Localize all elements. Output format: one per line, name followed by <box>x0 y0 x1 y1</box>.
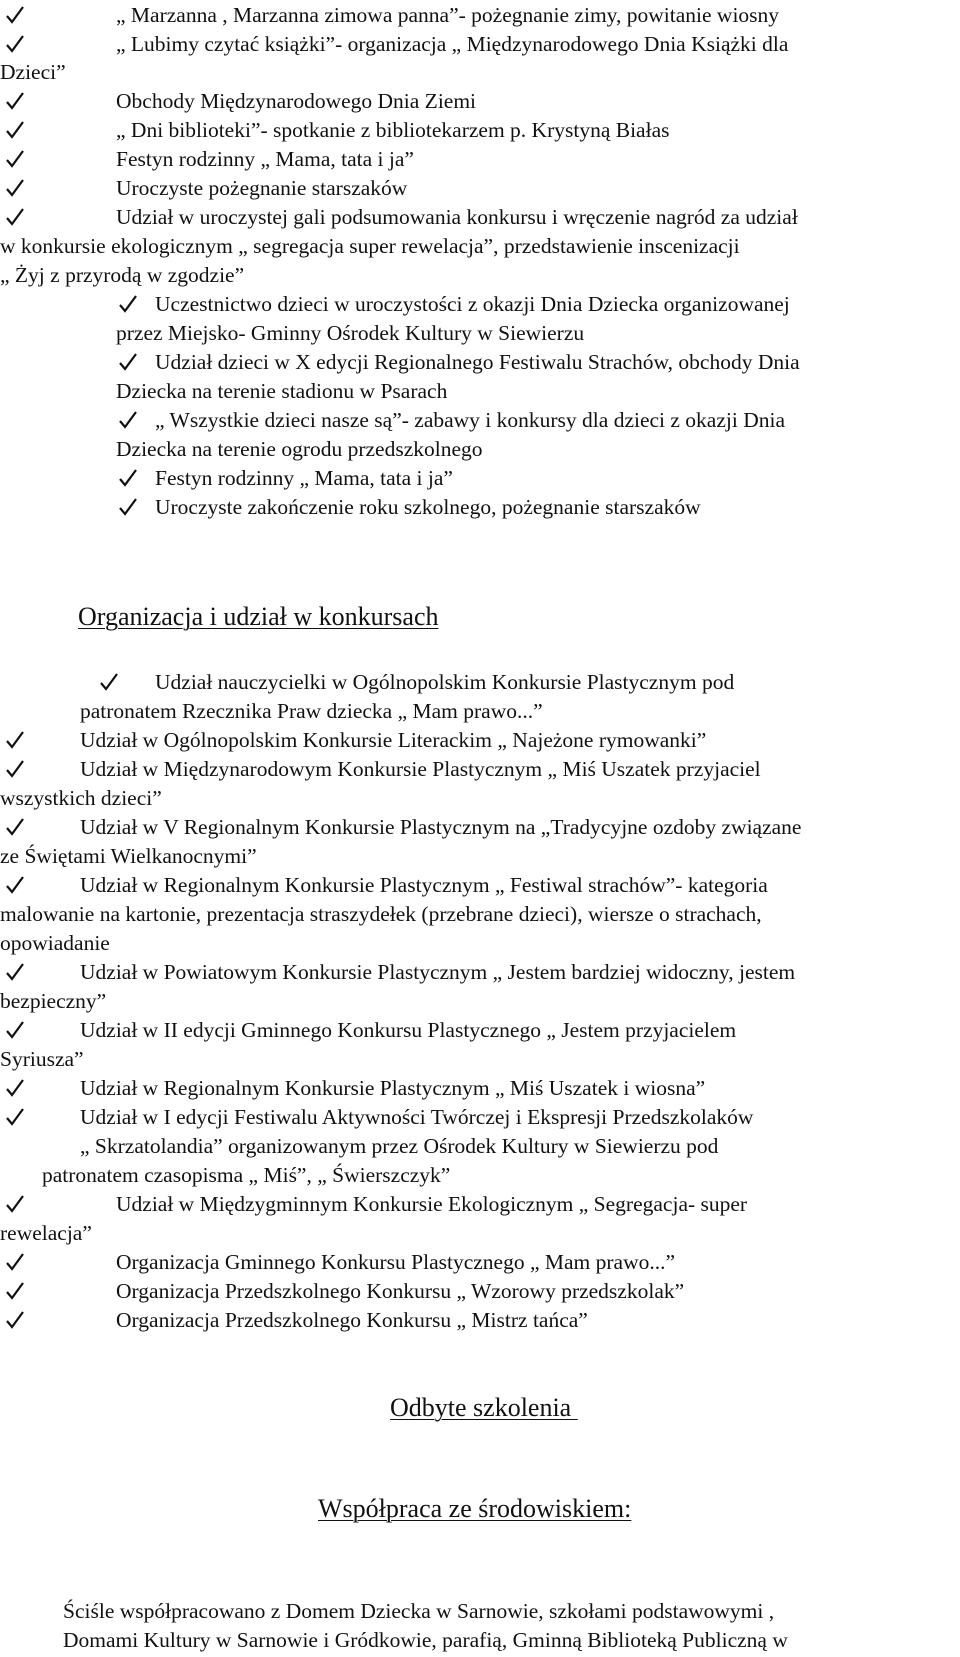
section-heading-cooperation: Współpraca ze środowiskiem: <box>318 1494 632 1523</box>
section-heading-contests: Organizacja i udział w konkursach <box>78 602 439 631</box>
checkmark-icon <box>6 207 24 227</box>
list-item-text: patronatem czasopisma „ Miś”, „ Świerszczyk” <box>42 1163 451 1187</box>
section-heading-training: Odbyte szkolenia <box>390 1393 578 1422</box>
list-item-text: Udział w Międzynarodowym Konkursie Plastycznym „ Miś Uszatek przyjaciel <box>80 757 761 781</box>
checkmark-icon <box>6 1078 24 1098</box>
checkmark-icon <box>6 962 24 982</box>
list-item-text: „ Dni biblioteki”- spotkanie z bibliotekarzem p. Krystyną Białas <box>116 118 670 142</box>
checkmark-icon <box>6 1252 24 1272</box>
list-item-text: Uroczyste zakończenie roku szkolnego, pożegnanie starszaków <box>155 495 701 519</box>
list-item-text: rewelacja” <box>0 1221 92 1245</box>
list-item-text: Uczestnictwo dzieci w uroczystości z okazji Dnia Dziecka organizowanej <box>155 292 790 316</box>
paragraph-line: Ściśle współpracowano z Domem Dziecka w Sarnowie, szkołami podstawowymi , <box>63 1599 775 1623</box>
checkmark-icon <box>6 1281 24 1301</box>
list-item-text: Udział w Powiatowym Konkursie Plastycznym „ Jestem bardziej widoczny, jestem <box>80 960 796 984</box>
list-item-text: „ Marzanna , Marzanna zimowa panna”- pożegnanie zimy, powitanie wiosny <box>116 3 780 27</box>
checkmark-icon <box>119 468 137 488</box>
list-item-text: Udział w V Regionalnym Konkursie Plastycznym na „Tradycyjne ozdoby związane <box>80 815 802 839</box>
list-item-text: Dzieci” <box>0 60 66 84</box>
checkmark-icon <box>100 672 118 692</box>
checkmark-icon <box>6 1194 24 1214</box>
checkmark-icon <box>6 730 24 750</box>
checkmark-icon <box>6 149 24 169</box>
list-item-text: Udział w I edycji Festiwalu Aktywności Twórczej i Ekspresji Przedszkolaków <box>80 1105 754 1129</box>
checkmark-icon <box>119 497 137 517</box>
list-item-text: Organizacja Przedszkolnego Konkursu „ Mistrz tańca” <box>116 1308 588 1332</box>
list-item-text: Udział w II edycji Gminnego Konkursu Plastycznego „ Jestem przyjacielem <box>80 1018 737 1042</box>
checkmark-icon <box>6 817 24 837</box>
checkmark-icon <box>6 91 24 111</box>
list-item-text: przez Miejsko- Gminny Ośrodek Kultury w Siewierzu <box>116 321 585 345</box>
list-item-text: Organizacja Gminnego Konkursu Plastycznego „ Mam prawo...” <box>116 1250 676 1274</box>
list-item-text: Dziecka na terenie ogrodu przedszkolnego <box>116 437 483 461</box>
list-item-text: ze Świętami Wielkanocnymi” <box>0 844 257 868</box>
list-item-text: „ Lubimy czytać książki”- organizacja „ Międzynarodowego Dnia Książki dla <box>116 32 789 56</box>
checkmark-icon <box>6 120 24 140</box>
checkmark-icon <box>6 178 24 198</box>
list-item-text: Uroczyste pożegnanie starszaków <box>116 176 408 200</box>
checkmark-icon <box>6 1310 24 1330</box>
list-item-text: Dziecka na terenie stadionu w Psarach <box>116 379 448 403</box>
list-item-text: Udział w Regionalnym Konkursie Plastycznym „ Festiwal strachów”- kategoria <box>80 873 768 897</box>
checkmark-icon <box>6 34 24 54</box>
list-item-text: Festyn rodzinny „ Mama, tata i ja” <box>116 147 414 171</box>
checkmark-icon <box>6 759 24 779</box>
list-item-text: wszystkich dzieci” <box>0 786 162 810</box>
list-item-text: Udział w Regionalnym Konkursie Plastycznym „ Miś Uszatek i wiosna” <box>80 1076 706 1100</box>
list-item-text: Organizacja Przedszkolnego Konkursu „ Wzorowy przedszkolak” <box>116 1279 685 1303</box>
list-item-text: w konkursie ekologicznym „ segregacja super rewelacja”, przedstawienie inscenizacji <box>0 234 740 258</box>
list-item-text: „ Wszystkie dzieci nasze są”- zabawy i konkursy dla dzieci z okazji Dnia <box>155 408 786 432</box>
list-item-text: Festyn rodzinny „ Mama, tata i ja” <box>155 466 453 490</box>
list-item-text: patronatem Rzecznika Praw dziecka „ Mam prawo...” <box>80 699 543 723</box>
list-item-text: „ Skrzatolandia” organizowanym przez Ośrodek Kultury w Siewierzu pod <box>80 1134 719 1158</box>
checkmark-icon <box>6 1107 24 1127</box>
list-item-text: Udział nauczycielki w Ogólnopolskim Konkursie Plastycznym pod <box>155 670 735 694</box>
list-item-text: Syriusza” <box>0 1047 84 1071</box>
list-item-text: malowanie na kartonie, prezentacja straszydełek (przebrane dzieci), wiersze o strachach, <box>0 902 762 926</box>
checkmark-icon <box>6 1020 24 1040</box>
list-item-text: „ Żyj z przyrodą w zgodzie” <box>0 263 245 287</box>
list-item-text: opowiadanie <box>0 931 110 955</box>
list-item-text: bezpieczny” <box>0 989 107 1013</box>
checkmark-icon <box>119 294 137 314</box>
list-item-text: Udział dzieci w X edycji Regionalnego Festiwalu Strachów, obchody Dnia <box>155 350 800 374</box>
list-item-text: Udział w Międzygminnym Konkursie Ekologicznym „ Segregacja- super <box>116 1192 748 1216</box>
list-item-text: Udział w Ogólnopolskim Konkursie Literackim „ Najeżone rymowanki” <box>80 728 707 752</box>
checkmark-icon <box>6 5 24 25</box>
checkmark-icon <box>119 352 137 372</box>
list-item-text: Udział w uroczystej gali podsumowania konkursu i wręczenie nagród za udział <box>116 205 798 229</box>
list-item-text: Obchody Międzynarodowego Dnia Ziemi <box>116 89 477 113</box>
paragraph-line: Domami Kultury w Sarnowie i Gródkowie, parafią, Gminną Biblioteką Publiczną w <box>63 1628 788 1652</box>
checkmark-icon <box>6 875 24 895</box>
checkmark-icon <box>119 410 137 430</box>
